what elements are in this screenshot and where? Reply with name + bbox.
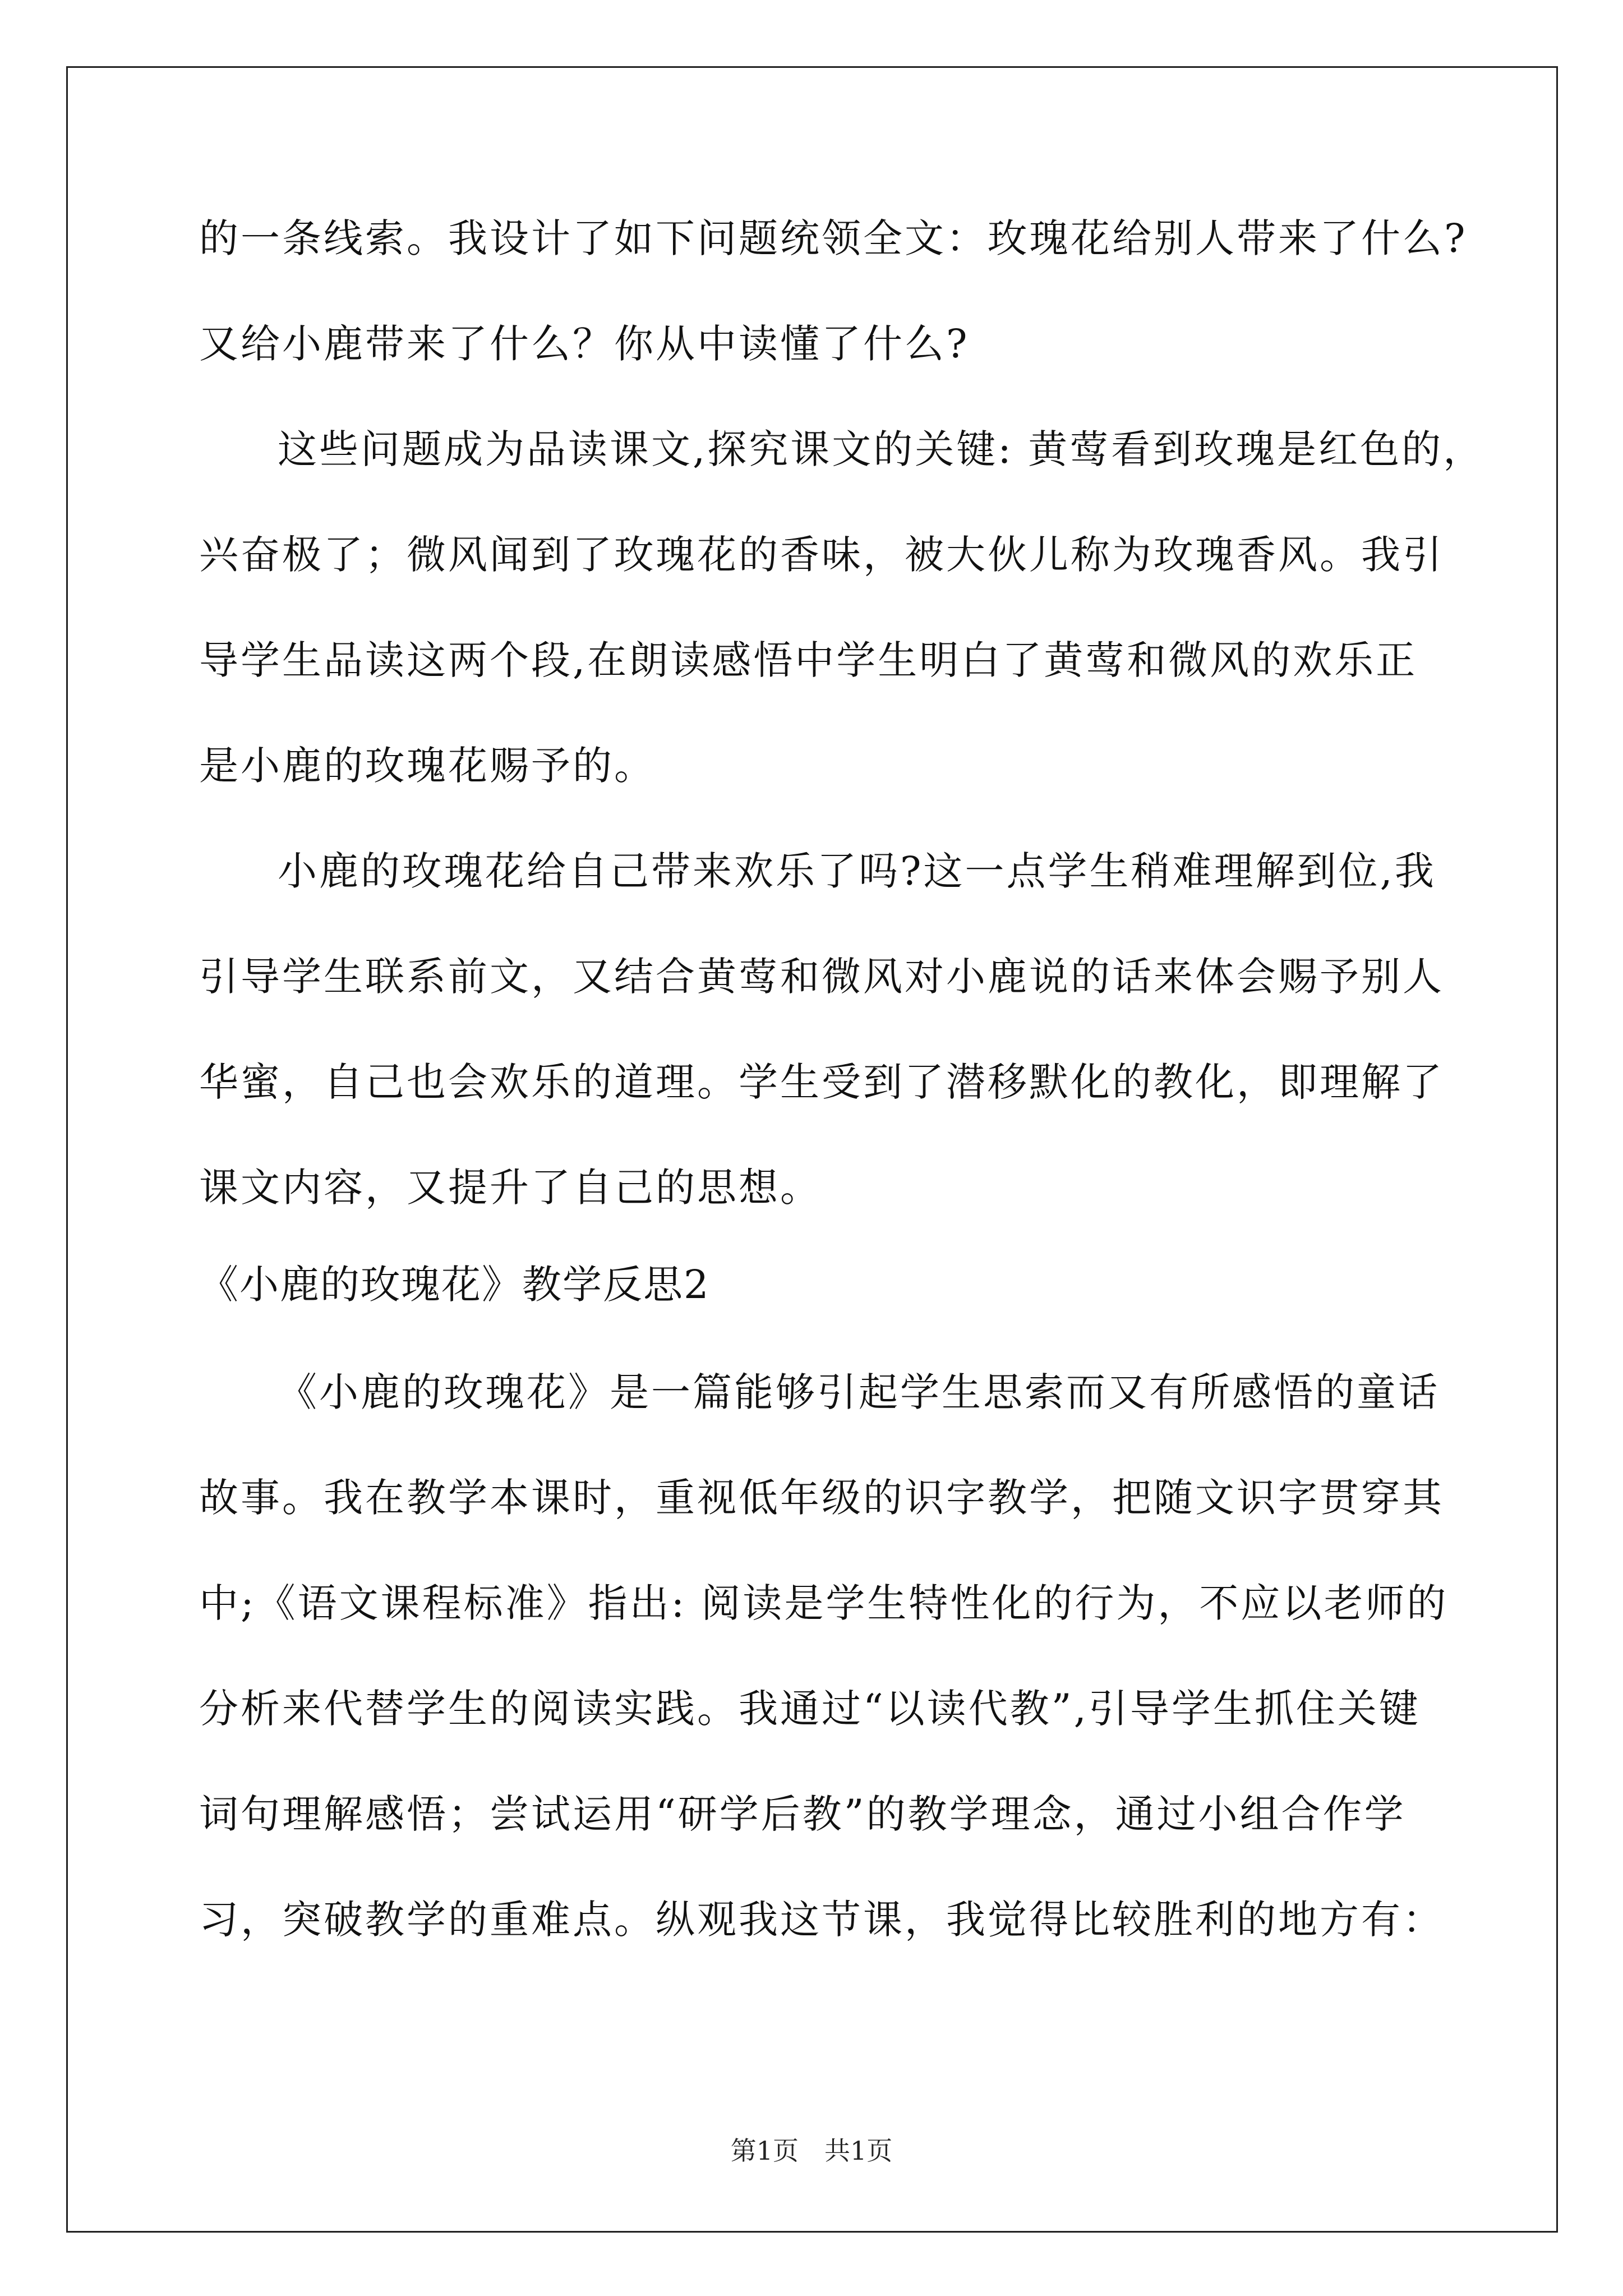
text-line: 导学生品读这两个段,在朗读感悟中学生明白了黄莺和微风的欢乐正	[199, 637, 1418, 683]
text-line: 又给小鹿带来了什么？你从中读懂了什么?	[199, 321, 970, 367]
text-line: 引导学生联系前文，又结合黄莺和微风对小鹿说的话来体会赐予别人	[199, 954, 1444, 1000]
text-line: 习，突破教学的重难点。纵观我这节课，我觉得比较胜利的地方有：	[199, 1897, 1444, 1943]
paragraph-start-line: 《小鹿的玫瑰花》是一篇能够引起学生思索而又有所感悟的童话	[278, 1369, 1440, 1415]
text-line: 兴奋极了；微风闻到了玫瑰花的香味，被大伙儿称为玫瑰香风。我引	[199, 532, 1444, 578]
text-line: 中;《语文课程标准》指出: 阅读是学生特性化的行为，不应以老师的	[199, 1580, 1449, 1626]
text-line: 华蜜，自己也会欢乐的道理。学生受到了潜移默化的教化，即理解了	[199, 1059, 1444, 1105]
paragraph-start-line: 小鹿的玫瑰花给自己带来欢乐了吗?这一点学生稍难理解到位,我	[278, 848, 1436, 894]
text-line: 课文内容，又提升了自己的思想。	[199, 1165, 822, 1211]
section-heading: 《小鹿的玫瑰花》教学反思2	[199, 1262, 710, 1308]
text-line: 故事。我在教学本课时，重视低年级的识字教学，把随文识字贯穿其	[199, 1475, 1444, 1521]
page-footer: 第1页 共1页	[730, 2136, 893, 2166]
text-line: 分析来代替学生的阅读实践。我通过“以读代教”,引导学生抓住关键	[199, 1686, 1421, 1732]
text-line: 词句理解感悟；尝试运用“研学后教”的教学理念，通过小组合作学	[199, 1791, 1406, 1837]
paragraph-start-line: 这些问题成为品读课文,探究课文的关键: 黄莺看到玫瑰是红色的，	[278, 426, 1485, 472]
text-line: 是小鹿的玫瑰花赐予的。	[199, 743, 656, 789]
text-line: 的一条线索。我设计了如下问题统领全文：玫瑰花给别人带来了什么?	[199, 215, 1468, 261]
